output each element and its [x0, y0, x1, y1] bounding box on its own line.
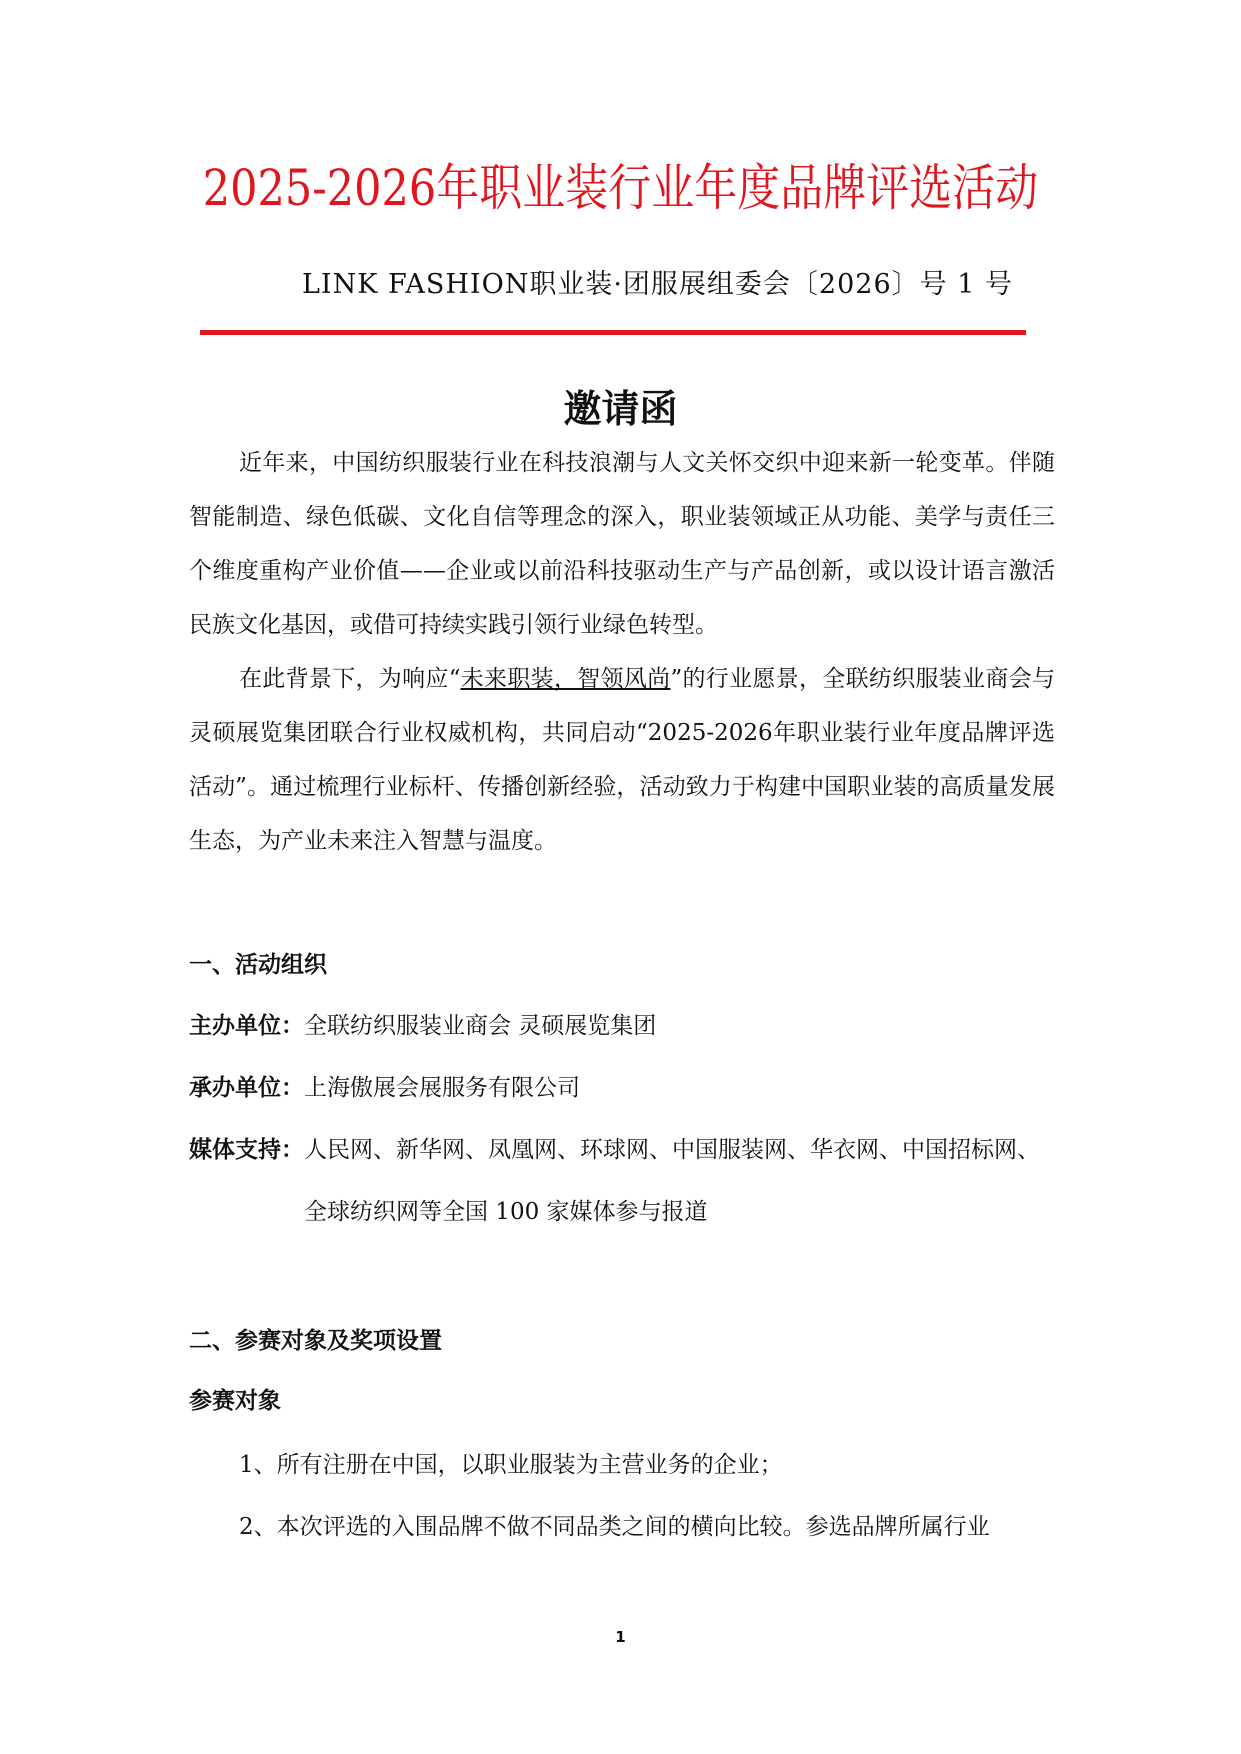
red-divider-line [200, 330, 1026, 335]
paragraph-text-end: ”的行业愿景，全联纺织服装业商会与灵硕展览集团联合行业权威机构，共同启动“2025-2026年职业装行业年度品牌评选活动”。通过梳理行业标杆、传播创新经验，活动致力于构建中国职业装的高质量发展生态，为产业未来注入智慧与温度。 [189, 666, 1055, 854]
background-paragraph [189, 652, 1055, 868]
organizer-row [189, 995, 1055, 1057]
undertaker-value: 上海傲展会展服务有限公司 [304, 1075, 580, 1101]
intro-paragraph: 近年来，中国纺织服装行业在科技浪潮与人文关怀交织中迎来新一轮变革。伴随智能制造、绿色低碳、文化自信等理念的深入，职业装领域正从功能、美学与责任三个维度重构产业价值——企业或以前沿科技驱动生产与产品创新，或以设计语言激活民族文化基因，或借可持续实践引领行业绿色转型。 [189, 450, 1055, 638]
section-title-participants-awards: 二、参赛对象及奖项设置 [189, 1328, 442, 1354]
organizer-label: 主办单位： [189, 1013, 304, 1039]
list-item: 2、本次评选的入围品牌不做不同品类之间的横向比较。参选品牌所属行业 [239, 1514, 990, 1540]
participants-subheading: 参赛对象 [189, 1388, 281, 1414]
paragraph-text-start: 在此背景下，为响应“ [239, 666, 461, 692]
document-number: LINK FASHION职业装·团服展组委会〔2026〕号 1 号 [302, 269, 1013, 300]
undertaker-row [189, 1057, 1055, 1119]
list-item: 1、所有注册在中国，以职业服装为主营业务的企业； [239, 1452, 783, 1478]
slogan-underlined: 未来职装，智领风尚 [460, 666, 671, 692]
letter-heading: 邀请函 [563, 387, 678, 431]
page-number: 1 [615, 1628, 626, 1646]
section-title-organization: 一、活动组织 [189, 952, 327, 978]
organizer-value: 全联纺织服装业商会 灵硕展览集团 [304, 1013, 657, 1039]
undertaker-label: 承办单位： [189, 1075, 304, 1101]
document-title: 2025-2026年职业装行业年度品牌评选活动 [202, 159, 1039, 217]
media-support-value: 人民网、新华网、凤凰网、环球网、中国服装网、华衣网、中国招标网、全球纺织网等全国 100 家媒体参与报道 [304, 1137, 1040, 1225]
media-support-label: 媒体支持： [189, 1137, 304, 1163]
media-support-row [189, 1119, 1055, 1243]
